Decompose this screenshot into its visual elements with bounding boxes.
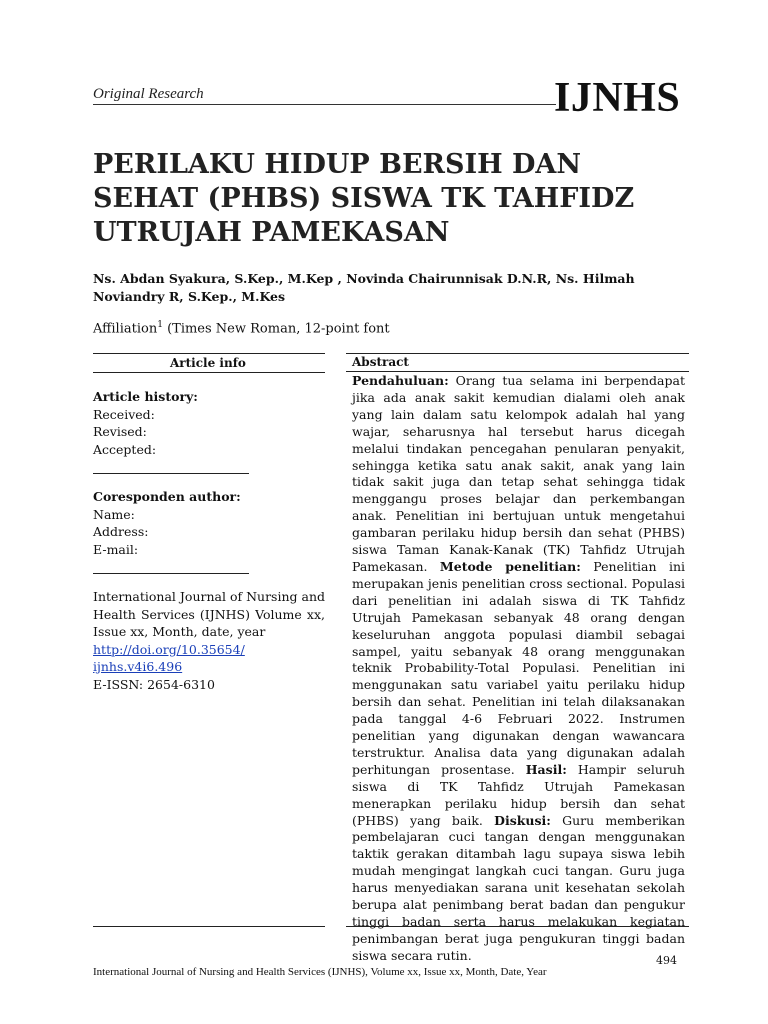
- article-info-panel: [93, 388, 325, 693]
- doi-link-part1[interactable]: http://doi.org/10.35654/: [93, 641, 245, 657]
- abstract-top-rule: [346, 353, 689, 354]
- affiliation-label: Affiliation: [93, 321, 158, 337]
- abstract-discussion-text: Guru memberikan pembelajaran cuci tangan dengan menggunakan taktik gerakan ditambah lagu supaya siswa lebih mudah mengingat langkah cuci tangan. Guru juga harus menyediakan sarana unit kesehatan sekolah berupa alat penimbang berat badan dan pengukur tinggi badan serta harus melakukan kegiatan penimbangan berat juga pengukuran tinggi badan siswa secara rutin.: [352, 812, 685, 963]
- header-rule: [93, 104, 556, 105]
- email-field: E-mail:: [93, 541, 139, 557]
- accepted-field: Accepted:: [93, 441, 157, 457]
- abstract-result-text: Hampir seluruh siswa di TK Tahfidz Utrujah Pamekasan menerapkan perilaku hidup bersih dan sehat (PHBS) yang baik.: [352, 761, 685, 828]
- address-field: Address:: [93, 524, 149, 539]
- section-label: Original Research: [93, 86, 204, 102]
- abstract-head-rule: [346, 371, 689, 372]
- article-info-heading: Article info: [170, 356, 246, 370]
- revised-field: Revised:: [93, 424, 147, 439]
- divider: [93, 573, 249, 574]
- corresponding-author-title: Coresponden author:: [93, 489, 241, 504]
- affiliation: [93, 320, 390, 336]
- article-history-title: Article history:: [93, 389, 198, 404]
- affiliation-sup: 1: [157, 320, 163, 330]
- journal-logo: IJNHS: [554, 75, 681, 121]
- author-list: Ns. Abdan Syakura, S.Kep., M.Kep , Novinda Chairunnisak D.N.R, Ns. Hilmah Noviandry R, S.Kep., M.Kes: [93, 271, 635, 304]
- info-bottom-rule: [93, 926, 325, 927]
- issn: E-ISSN: 2654-6310: [93, 676, 215, 692]
- page-number: 494: [656, 954, 677, 967]
- info-top-rule: [93, 353, 325, 354]
- received-field: Received:: [93, 406, 155, 422]
- abstract-intro-label: Pendahuluan:: [352, 373, 449, 388]
- info-head-rule: [93, 372, 325, 373]
- abstract-intro-text: Orang tua selama ini berpendapat jika ada anak sakit kemudian dialami oleh anak yang lain dalam satu kelompok adalah hal yang wajar, seharusnya hal tersebut harus dicegah melalui tindakan pencegahan penularan penyakit, sehingga ketika satu anak sakit, anak yang lain tidak sakit juga dan tetap sehat sehingga tidak menggangu proses belajar dan perkembangan anak. Penelitian ini bertujuan untuk mengetahui gambaran perilaku hidup bersih dan sehat (PHBS) siswa Taman Kanak-Kanak (TK) Tahfidz Utrujah Pamekasan.: [352, 373, 685, 574]
- affiliation-note: (Times New Roman, 12-point font: [162, 321, 390, 337]
- abstract-discussion-label: Diskusi:: [494, 812, 551, 828]
- journal-info: International Journal of Nursing and Health Services (IJNHS) Volume xx, Issue xx, Month, date, year: [93, 589, 325, 639]
- page-footer: International Journal of Nursing and Health Services (IJNHS), Volume xx, Issue xx, Month, Date, Year: [93, 966, 547, 978]
- abstract-method-label: Metode penelitian:: [439, 558, 581, 574]
- abstract-result-label: Hasil:: [525, 761, 567, 777]
- abstract-method-text: Penelitian ini merupakan jenis penelitian cross sectional. Populasi dari penelitian ini adalah siswa di TK Tahfidz Utrujah Pamekasan sebanyak 48 orang dengan keseluruhan anggota populasi diambil sebagai sampel, yaitu sebanyak 48 orang menggunakan teknik Probability-Total Populasi. Penelitian ini menggunakan satu variabel yaitu perilaku hidup bersih dan sehat. Penelitian ini telah dilaksanakan pada tanggal 4-6 Februari 2022. Instrumen penelitian yang digunakan dengan wawancara terstruktur. Analisa data yang digunakan adalah perhitungan prosentase.: [352, 558, 685, 777]
- name-field: Name:: [93, 506, 135, 522]
- abstract-body: [352, 373, 685, 965]
- doi-link-part2[interactable]: ijnhs.v4i6.496: [93, 659, 183, 674]
- divider: [93, 473, 249, 474]
- paper-title: PERILAKU HIDUP BERSIH DAN SEHAT (PHBS) SISWA TK TAHFIDZ UTRUJAH PAMEKASAN: [93, 149, 635, 248]
- abstract-heading: Abstract: [352, 355, 409, 369]
